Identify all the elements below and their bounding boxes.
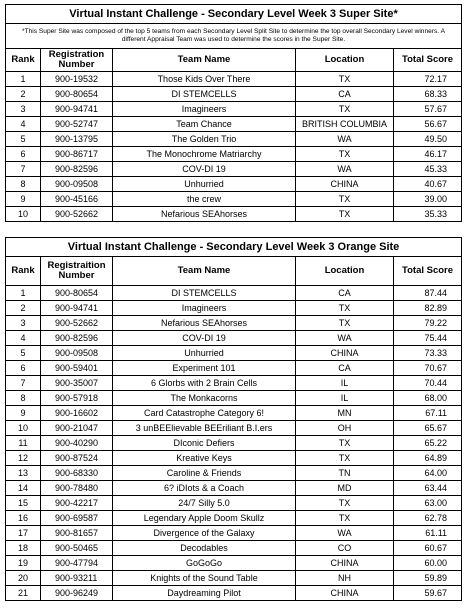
team-name-cell: COV-DI 19	[113, 162, 296, 177]
table-row	[6, 541, 462, 556]
rank-cell: 9	[6, 192, 41, 207]
rank-cell: 9	[6, 406, 41, 421]
rank-cell: 20	[6, 571, 41, 586]
location-cell: TX	[296, 511, 394, 526]
location-cell: TX	[296, 316, 394, 331]
registration-cell: 900-57918	[41, 391, 113, 406]
registration-cell: 900-80654	[41, 286, 113, 301]
rank-cell: 21	[6, 586, 41, 601]
table-row	[6, 421, 462, 436]
rank-header: Rank	[6, 49, 41, 72]
registration-cell: 900-59401	[41, 361, 113, 376]
total-score-cell: 79.22	[394, 316, 462, 331]
table-row	[6, 177, 462, 192]
registration-cell: 900-42217	[41, 496, 113, 511]
registration-cell: 900-96249	[41, 586, 113, 601]
registration-cell: 900-09508	[41, 346, 113, 361]
team-name-cell: the crew	[113, 192, 296, 207]
location-cell: CO	[296, 541, 394, 556]
table-row	[6, 436, 462, 451]
registration-cell: 900-35007	[41, 376, 113, 391]
team-name-cell: 3 unBEElievable BEEriliant B.I.ers	[113, 421, 296, 436]
team-name-header: Team Name	[113, 257, 296, 286]
table-row	[6, 207, 462, 222]
super-site-title: Virtual Instant Challenge - Secondary Level Week 3 Super Site*	[6, 5, 462, 24]
registration-cell: 900-40290	[41, 436, 113, 451]
table-row	[6, 346, 462, 361]
rank-cell: 15	[6, 496, 41, 511]
registration-cell: 900-52747	[41, 117, 113, 132]
total-score-cell: 57.67	[394, 102, 462, 117]
rank-cell: 2	[6, 301, 41, 316]
team-name-cell: DI STEMCELLS	[113, 286, 296, 301]
team-name-cell: DIconic Defiers	[113, 436, 296, 451]
total-score-cell: 70.44	[394, 376, 462, 391]
table-row	[6, 406, 462, 421]
total-score-cell: 72.17	[394, 72, 462, 87]
location-cell: TX	[296, 451, 394, 466]
table-row	[6, 556, 462, 571]
total-score-cell: 65.22	[394, 436, 462, 451]
total-score-header: Total Score	[394, 257, 462, 286]
team-name-cell: Imagineers	[113, 301, 296, 316]
registration-cell: 900-19532	[41, 72, 113, 87]
rank-cell: 7	[6, 376, 41, 391]
total-score-cell: 73.33	[394, 346, 462, 361]
rank-cell: 3	[6, 316, 41, 331]
location-cell: TX	[296, 72, 394, 87]
registration-cell: 900-47794	[41, 556, 113, 571]
rank-cell: 7	[6, 162, 41, 177]
total-score-cell: 65.67	[394, 421, 462, 436]
table-row	[6, 286, 462, 301]
total-score-cell: 59.89	[394, 571, 462, 586]
team-name-cell: Caroline & Friends	[113, 466, 296, 481]
total-score-cell: 63.44	[394, 481, 462, 496]
location-cell: IL	[296, 391, 394, 406]
rank-cell: 11	[6, 436, 41, 451]
total-score-cell: 59.67	[394, 586, 462, 601]
location-cell: CA	[296, 361, 394, 376]
total-score-cell: 87.44	[394, 286, 462, 301]
total-score-cell: 46.17	[394, 147, 462, 162]
table-row	[6, 132, 462, 147]
team-name-cell: Card Catastrophe Category 6!	[113, 406, 296, 421]
total-score-cell: 68.33	[394, 87, 462, 102]
team-name-cell: Team Chance	[113, 117, 296, 132]
table-row	[6, 496, 462, 511]
registration-cell: 900-86717	[41, 147, 113, 162]
total-score-cell: 56.67	[394, 117, 462, 132]
table-row	[6, 376, 462, 391]
team-name-cell: GoGoGo	[113, 556, 296, 571]
table-row	[6, 451, 462, 466]
registration-cell: 900-94741	[41, 301, 113, 316]
table-row	[6, 466, 462, 481]
team-name-cell: The Golden Trio	[113, 132, 296, 147]
location-cell: TX	[296, 147, 394, 162]
registration-cell: 900-52662	[41, 207, 113, 222]
rank-cell: 12	[6, 451, 41, 466]
rank-cell: 6	[6, 147, 41, 162]
location-cell: WA	[296, 331, 394, 346]
registration-cell: 900-94741	[41, 102, 113, 117]
location-cell: CA	[296, 286, 394, 301]
registration-cell: 900-69587	[41, 511, 113, 526]
team-name-cell: 24/7 Silly 5.0	[113, 496, 296, 511]
location-cell: IL	[296, 376, 394, 391]
registration-cell: 900-21047	[41, 421, 113, 436]
total-score-cell: 75.44	[394, 331, 462, 346]
rank-cell: 1	[6, 286, 41, 301]
registration-cell: 900-78480	[41, 481, 113, 496]
rank-cell: 8	[6, 177, 41, 192]
location-cell: CHINA	[296, 556, 394, 571]
location-cell: BRITISH COLUMBIA	[296, 117, 394, 132]
team-name-cell: Divergence of the Galaxy	[113, 526, 296, 541]
rank-cell: 6	[6, 361, 41, 376]
team-name-cell: Those Kids Over There	[113, 72, 296, 87]
total-score-cell: 62.78	[394, 511, 462, 526]
location-cell: CHINA	[296, 586, 394, 601]
location-cell: NH	[296, 571, 394, 586]
table-row	[6, 391, 462, 406]
team-name-cell: Experiment 101	[113, 361, 296, 376]
rank-cell: 4	[6, 117, 41, 132]
location-cell: WA	[296, 526, 394, 541]
rank-cell: 5	[6, 346, 41, 361]
table-row	[6, 162, 462, 177]
total-score-cell: 70.67	[394, 361, 462, 376]
registration-cell: 900-80654	[41, 87, 113, 102]
location-cell: WA	[296, 132, 394, 147]
team-name-cell: 6 Glorbs with 2 Brain Cells	[113, 376, 296, 391]
total-score-cell: 35.33	[394, 207, 462, 222]
location-cell: TX	[296, 496, 394, 511]
location-cell: CHINA	[296, 346, 394, 361]
rank-cell: 16	[6, 511, 41, 526]
table-row	[6, 331, 462, 346]
registration-cell: 900-13795	[41, 132, 113, 147]
team-name-cell: Legendary Apple Doom Skullz	[113, 511, 296, 526]
rank-cell: 17	[6, 526, 41, 541]
team-name-cell: Nefarious SEAhorses	[113, 207, 296, 222]
team-name-header: Team Name	[113, 49, 296, 72]
total-score-cell: 82.89	[394, 301, 462, 316]
table-row	[6, 102, 462, 117]
rank-cell: 18	[6, 541, 41, 556]
team-name-cell: 6? iDIots & a Coach	[113, 481, 296, 496]
rank-cell: 8	[6, 391, 41, 406]
table-row	[6, 481, 462, 496]
location-cell: WA	[296, 162, 394, 177]
table-row	[6, 87, 462, 102]
registration-cell: 900-82596	[41, 331, 113, 346]
location-cell: OH	[296, 421, 394, 436]
total-score-cell: 64.89	[394, 451, 462, 466]
total-score-cell: 60.00	[394, 556, 462, 571]
team-name-cell: Kreative Keys	[113, 451, 296, 466]
registration-cell: 900-16602	[41, 406, 113, 421]
team-name-cell: The Monkacorns	[113, 391, 296, 406]
rank-cell: 4	[6, 331, 41, 346]
registration-cell: 900-09508	[41, 177, 113, 192]
team-name-cell: COV-DI 19	[113, 331, 296, 346]
registration-cell: 900-82596	[41, 162, 113, 177]
rank-cell: 13	[6, 466, 41, 481]
table-row	[6, 301, 462, 316]
total-score-cell: 45.33	[394, 162, 462, 177]
table-row	[6, 72, 462, 87]
team-name-cell: Imagineers	[113, 102, 296, 117]
location-cell: TX	[296, 207, 394, 222]
team-name-cell: Knights of the Sound Table	[113, 571, 296, 586]
rank-cell: 14	[6, 481, 41, 496]
team-name-cell: The Monochrome Matriarchy	[113, 147, 296, 162]
registration-cell: 900-93211	[41, 571, 113, 586]
rank-cell: 10	[6, 421, 41, 436]
location-cell: MD	[296, 481, 394, 496]
location-cell: TN	[296, 466, 394, 481]
team-name-cell: Unhurried	[113, 177, 296, 192]
rank-cell: 3	[6, 102, 41, 117]
total-score-cell: 60.67	[394, 541, 462, 556]
team-name-cell: Daydreaming Pilot	[113, 586, 296, 601]
orange-site-table	[5, 237, 462, 601]
table-row	[6, 192, 462, 207]
registration-header: Registration Number	[41, 49, 113, 72]
total-score-cell: 49.50	[394, 132, 462, 147]
table-row	[6, 586, 462, 601]
rank-cell: 19	[6, 556, 41, 571]
location-header: Location	[296, 49, 394, 72]
total-score-cell: 64.00	[394, 466, 462, 481]
registration-cell: 900-45166	[41, 192, 113, 207]
team-name-cell: Nefarious SEAhorses	[113, 316, 296, 331]
location-cell: TX	[296, 301, 394, 316]
registration-cell: 900-81657	[41, 526, 113, 541]
table-row	[6, 361, 462, 376]
super-site-table	[5, 4, 462, 222]
total-score-cell: 39.00	[394, 192, 462, 207]
registration-header: Registraition Number	[41, 257, 113, 286]
rank-cell: 1	[6, 72, 41, 87]
location-cell: TX	[296, 102, 394, 117]
total-score-cell: 61.11	[394, 526, 462, 541]
table-row	[6, 147, 462, 162]
rank-cell: 10	[6, 207, 41, 222]
team-name-cell: Unhurried	[113, 346, 296, 361]
registration-cell: 900-87524	[41, 451, 113, 466]
table-row	[6, 316, 462, 331]
table-row	[6, 117, 462, 132]
total-score-cell: 40.67	[394, 177, 462, 192]
rank-cell: 5	[6, 132, 41, 147]
total-score-cell: 68.00	[394, 391, 462, 406]
table-row	[6, 526, 462, 541]
table-row	[6, 571, 462, 586]
table-row	[6, 511, 462, 526]
location-cell: CHINA	[296, 177, 394, 192]
location-cell: TX	[296, 192, 394, 207]
location-header: Location	[296, 257, 394, 286]
location-cell: MN	[296, 406, 394, 421]
location-cell: CA	[296, 87, 394, 102]
registration-cell: 900-52662	[41, 316, 113, 331]
super-site-note: *This Super Site was composed of the top 5 teams from each Secondary Level Split Site to determine the top overall Secondary Level winners. A different Appraisal Team was used to determine the scores in the Super Site.	[6, 24, 462, 49]
total-score-cell: 63.00	[394, 496, 462, 511]
registration-cell: 900-50465	[41, 541, 113, 556]
orange-site-title: Virtual Instant Challenge - Secondary Level Week 3 Orange Site	[6, 238, 462, 257]
total-score-header: Total Score	[394, 49, 462, 72]
team-name-cell: DI STEMCELLS	[113, 87, 296, 102]
rank-header: Rank	[6, 257, 41, 286]
registration-cell: 900-68330	[41, 466, 113, 481]
total-score-cell: 67.11	[394, 406, 462, 421]
rank-cell: 2	[6, 87, 41, 102]
team-name-cell: Decodables	[113, 541, 296, 556]
location-cell: TX	[296, 436, 394, 451]
